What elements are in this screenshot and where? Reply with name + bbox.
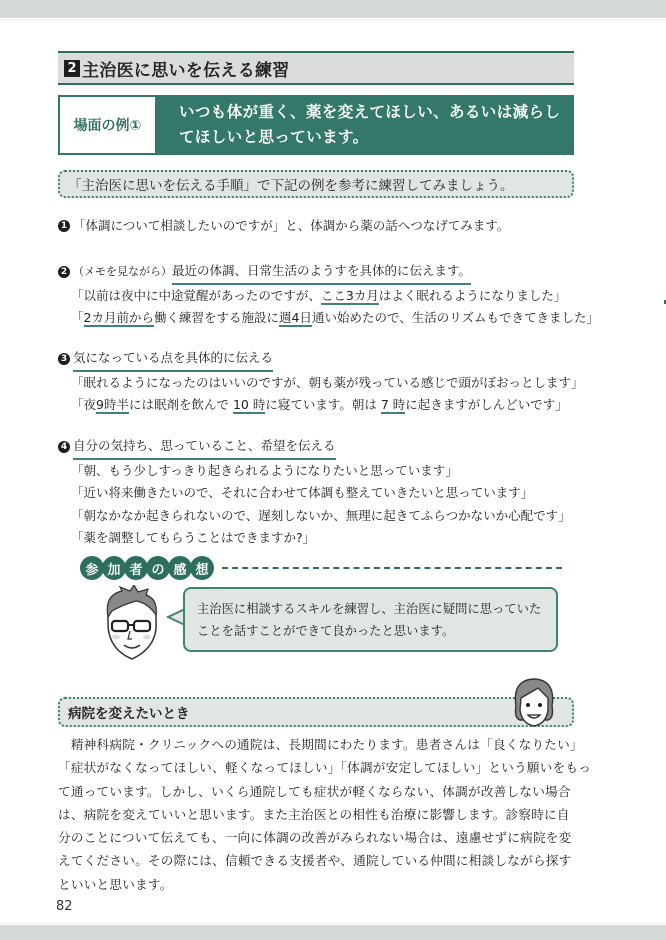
intro-text: 「主治医に思いを伝える手順」で下記の例を参考に練習してみましょう。 xyxy=(68,178,514,194)
page-number: 82 xyxy=(56,899,73,914)
top-divider xyxy=(0,19,666,20)
underlined-phrase: 7 時 xyxy=(380,397,406,412)
quote-line: 「朝、もう少しすっきり起きられるようになりたいと思っています」 xyxy=(71,462,458,478)
impression-title-char: 感 xyxy=(168,556,192,580)
section-title: 主治医に思いを伝える練習 xyxy=(82,60,290,81)
scene-text-line: いつも体が重く、薬を変えてほしい、あるいは減らし xyxy=(179,103,561,121)
body-line: て通っています。しかし、いくら通院しても症状が軽くならない、体調が改善しない場合 xyxy=(58,783,571,799)
bullet-3-icon: 3 xyxy=(58,353,70,365)
quote-line: 「夜9時半には眠剤を飲んで 10 時に寝ています。朝は 7 時に起きますがしんどいです」 xyxy=(71,397,568,412)
body-line: といいと思います。 xyxy=(58,876,173,892)
underlined-phrase: ここ3カ月 xyxy=(320,287,379,303)
body-line: 分のことについて伝えても、一向に体調の改善がみられない場合は、遠慮せずに病院を変 xyxy=(58,830,572,846)
body-line: 「症状がなくなってほしい、軽くなってほしい」「体調が安定してほしい」という願いをもっ xyxy=(58,760,592,776)
scene-example-box xyxy=(58,95,574,155)
quote-line: 「2カ月前から働く練習をする施設に週4日通い始めたので、生活のリズムもできてきました」 xyxy=(71,310,599,325)
scene-text-line: てほしいと思っています。 xyxy=(179,128,369,146)
bullet-2-icon: 2 xyxy=(58,266,70,278)
scene-text xyxy=(157,95,574,155)
body-line: えてください。その際には、信頼できる支援者や、通院している仲間に相談しながら探す xyxy=(58,853,572,869)
top-bar xyxy=(0,0,666,18)
step-heading: 最近の体調、日常生活のようすを具体的に伝えます。 xyxy=(172,260,471,285)
quote-line: 「眠れるようになったのはいいのですが、朝も薬が残っている感じで頭がぼおっとします」 xyxy=(71,374,584,390)
bullet-1-icon: 1 xyxy=(58,220,70,232)
section-number-badge: 2 xyxy=(64,60,80,77)
quote-line: 「以前は夜中に中途覚醒があったのですが、ここ3カ月はよく眠れるようになりました」 xyxy=(71,287,567,303)
scene-label: 場面の例① xyxy=(60,97,155,153)
man-face-icon xyxy=(100,585,164,665)
bottom-divider xyxy=(0,923,666,924)
step-heading: 「体調について相談したいのですが」と、体調から薬の話へつなげてみます。 xyxy=(73,218,510,233)
impression-title-char: 参 xyxy=(80,556,104,580)
body-line: は、病院を変えていいと思います。また主治医との相性も治療に影響します。診察時に自 xyxy=(58,806,570,822)
underlined-phrase: 2カ月前から xyxy=(83,310,154,325)
step-4 xyxy=(58,435,588,550)
intro-box xyxy=(58,170,574,198)
hospital-change-heading-box xyxy=(58,697,574,727)
impression-title-char: の xyxy=(146,556,170,580)
woman-face-icon xyxy=(510,676,558,728)
bottom-bar xyxy=(0,925,666,940)
dashed-divider xyxy=(222,567,562,569)
quote-line: 「朝なかなか起きられないので、遅刻しないか、無理に起きてふらつかないか心配です」 xyxy=(71,507,571,523)
step-heading: 気になっている点を具体的に伝える xyxy=(73,347,273,372)
impression-title-char: 加 xyxy=(102,556,126,580)
impression-text-line: ことを話すことができて良かったと思います。 xyxy=(197,624,455,638)
quote-line: 「近い将来働きたいので、それに合わせて体調も整えていきたいと思っています」 xyxy=(71,485,534,500)
step-prefix: （メモを見ながら） xyxy=(73,265,172,278)
underlined-phrase: 9時半 xyxy=(96,397,129,412)
quote-line: 「薬を調整してもらうことはできますか?」 xyxy=(71,530,316,545)
impression-text-line: 主治医に相談するスキルを練習し、主治医に疑問に思っていた xyxy=(197,602,542,616)
section-title-bar xyxy=(58,51,574,85)
hospital-change-body xyxy=(58,733,592,896)
impression-title xyxy=(80,556,212,580)
impression-title-char: 者 xyxy=(124,556,148,580)
step-2 xyxy=(58,260,599,330)
step-3 xyxy=(58,347,588,417)
underlined-phrase: 10 時 xyxy=(232,397,266,412)
hospital-change-heading: 病院を変えたいとき xyxy=(68,706,190,722)
bullet-4-icon: 4 xyxy=(58,441,70,453)
underlined-phrase: 週4日 xyxy=(278,310,312,325)
body-line: 精神科病院・クリニックへの通院は、長期間にわたります。患者さんは「良くなりたい」 xyxy=(58,737,583,752)
step-1 xyxy=(58,215,588,238)
impression-title-char: 想 xyxy=(190,556,214,580)
impression-speech-bubble xyxy=(183,587,558,652)
step-heading: 自分の気持ち、思っていること、希望を伝える xyxy=(73,435,336,460)
